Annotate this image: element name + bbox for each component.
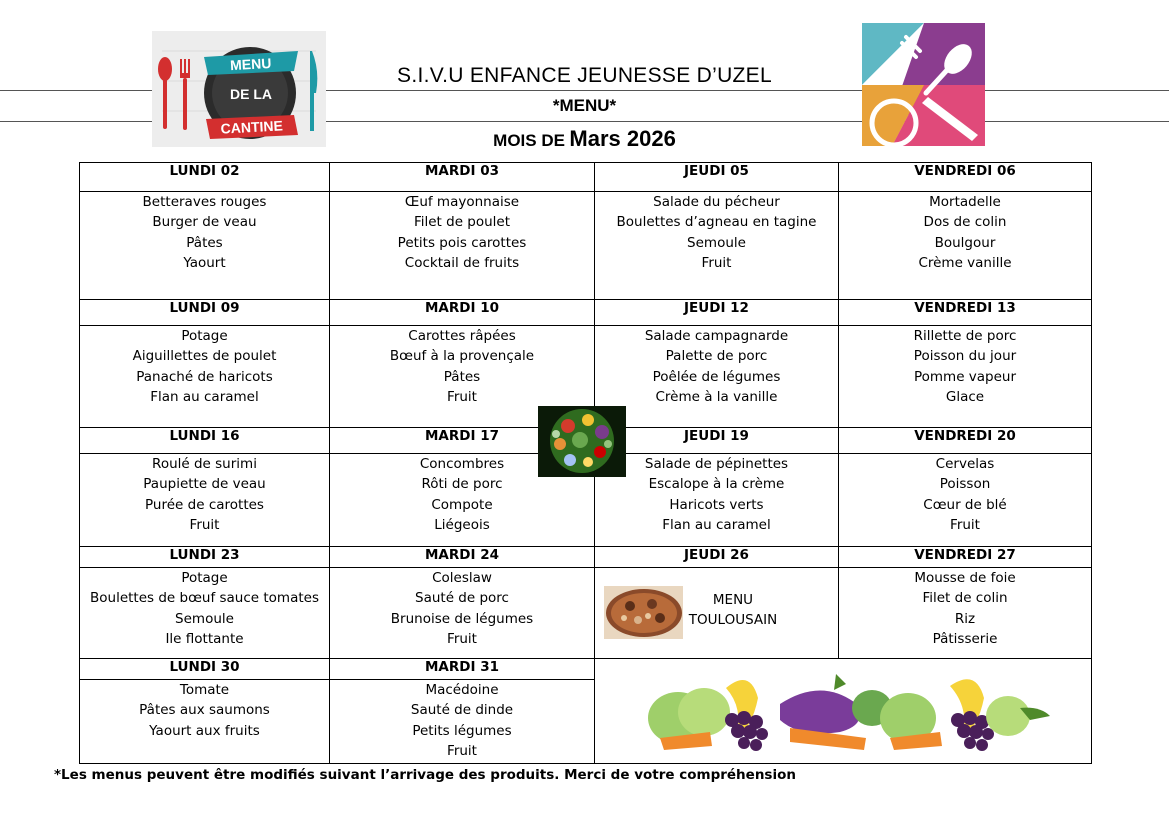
menu-label: *MENU* [552,96,617,115]
dish: Yaourt [183,254,226,271]
dish: Semoule [175,610,234,627]
day-label: LUNDI 16 [80,428,330,454]
dish: Bœuf à la provençale [389,348,535,365]
week-4-dishes-row [80,568,1092,659]
dish: Dos de colin [923,214,1007,231]
dish: Cocktail de fruits [404,254,520,271]
dishes-cell [330,568,595,659]
dish: Œuf mayonnaise [404,194,520,210]
day-label: VENDREDI 06 [839,163,1092,192]
day-label: VENDREDI 27 [839,547,1092,568]
dish: Salade campagnarde [644,328,789,344]
dish: Boulgour [934,234,996,251]
footnote: *Les menus peuvent être modifiés suivant l’arrivage des produits. Merci de votre compréhension [54,767,796,783]
day-label: JEUDI 12 [595,300,839,326]
dish: Fruit [447,388,477,405]
day-label: VENDREDI 20 [839,428,1092,454]
dish: Sauté de porc [415,590,509,607]
dish: Poisson [939,476,991,493]
dish: Aiguillettes de poulet [132,348,277,365]
day-label: MARDI 31 [330,659,595,680]
week-1-dishes-row [80,192,1092,300]
dishes-cell [839,454,1092,547]
special-menu-line: MENU [712,592,754,608]
day-label: JEUDI 19 [595,428,839,454]
dish: Pâtes [186,234,223,251]
dish: Cœur de blé [923,496,1007,513]
dishes-cell [595,326,839,428]
dishes-cell [839,192,1092,300]
dish: Compote [431,496,493,513]
dish: Burger de veau [152,214,257,231]
dish: Salade du pécheur [653,194,780,210]
dish: Carottes râpées [408,328,516,344]
dishes-cell [80,568,330,659]
dishes-cell [595,454,839,547]
vegetables-circle-image [538,406,626,477]
svg-text:MENU: MENU [229,54,272,74]
dishes-cell [330,192,595,300]
dish: Petits pois carottes [397,234,527,251]
dish: Haricots verts [669,496,764,513]
dishes-cell [839,326,1092,428]
dish: Roulé de surimi [152,456,257,472]
dish: Potage [181,570,228,586]
day-label: LUNDI 23 [80,547,330,568]
dish: Sauté de dinde [410,702,514,719]
week-4-header-row [80,547,1092,568]
day-label: MARDI 17 [330,428,595,454]
dishes-cell [330,680,595,764]
cutlery-logo [862,23,985,146]
dish: Palette de porc [665,348,768,365]
day-label: MARDI 03 [330,163,595,192]
dish: Yaourt aux fruits [149,722,260,739]
dish: Crème vanille [918,254,1012,271]
day-label: LUNDI 02 [80,163,330,192]
special-menu-text [683,590,783,630]
dish: Rôti de porc [421,476,503,493]
dish: Mousse de foie [914,570,1016,586]
dish: Semoule [687,234,746,251]
day-label: VENDREDI 13 [839,300,1092,326]
day-label: JEUDI 05 [595,163,839,192]
dish: Brunoise de légumes [390,610,534,627]
dish: Fruit [189,516,220,533]
dish: Pâtes [443,368,481,385]
dish: Poisson du jour [913,348,1017,365]
dish: Boulettes d’agneau en tagine [616,214,817,231]
dish: Pomme vapeur [913,368,1017,385]
dish: Salade de pépinettes [644,456,789,472]
dish: Paupiette de veau [143,476,266,493]
dishes-cell [839,568,1092,659]
dish: Poêlée de légumes [652,368,781,385]
organization-title: S.I.V.U ENFANCE JEUNESSE D’UZEL [397,64,772,87]
dish: Mortadelle [929,194,1001,210]
dish: Potage [181,328,228,344]
dish: Pâtisserie [932,630,998,647]
dish: Flan au caramel [662,516,771,533]
dish: Petits légumes [412,722,512,739]
svg-text:CANTINE: CANTINE [220,117,284,137]
day-label: JEUDI 26 [595,547,839,568]
dish: Liégeois [434,516,490,533]
week-1-header-row [80,163,1092,192]
month-value: Mars 2026 [569,126,676,151]
dish: Fruit [447,630,477,647]
week-2-header-row [80,300,1092,326]
dish: Crème à la vanille [655,388,778,405]
fruits-vegetables-image [640,668,1070,758]
dish: Rillette de porc [913,328,1017,344]
dishes-cell [595,192,839,300]
svg-text:DE LA: DE LA [230,86,272,102]
dish: Purée de carottes [145,496,264,513]
dish: Macédoine [425,682,499,698]
dishes-cell [80,454,330,547]
dish: Betteraves rouges [142,194,267,210]
dish: Riz [954,610,976,627]
dish: Tomate [179,682,230,698]
day-label: MARDI 10 [330,300,595,326]
dish: Pâtes aux saumons [139,702,270,719]
dishes-cell [80,192,330,300]
dish: Fruit [950,516,980,533]
month-title [0,126,1169,152]
dish: Boulettes de bœuf sauce tomates [90,590,319,607]
dish: Panaché de haricots [136,368,273,385]
month-prefix: MOIS DE [493,131,565,150]
special-menu-line: TOULOUSAIN [688,612,778,628]
dish: Fruit [701,254,732,271]
cassoulet-image [604,586,683,639]
dish: Coleslaw [432,570,492,586]
dish: Escalope à la crème [648,476,785,493]
dish: Flan au caramel [150,388,259,405]
dish: Ile flottante [165,630,244,647]
dish: Filet de colin [922,590,1008,607]
dish: Glace [945,388,985,405]
day-label: LUNDI 09 [80,300,330,326]
dish: Fruit [447,742,477,759]
dishes-cell [80,680,330,764]
day-label: MARDI 24 [330,547,595,568]
dish: Concombres [419,456,505,472]
dish: Cervelas [935,456,995,472]
day-label: LUNDI 30 [80,659,330,680]
dish: Filet de poulet [413,214,511,231]
dishes-cell [80,326,330,428]
